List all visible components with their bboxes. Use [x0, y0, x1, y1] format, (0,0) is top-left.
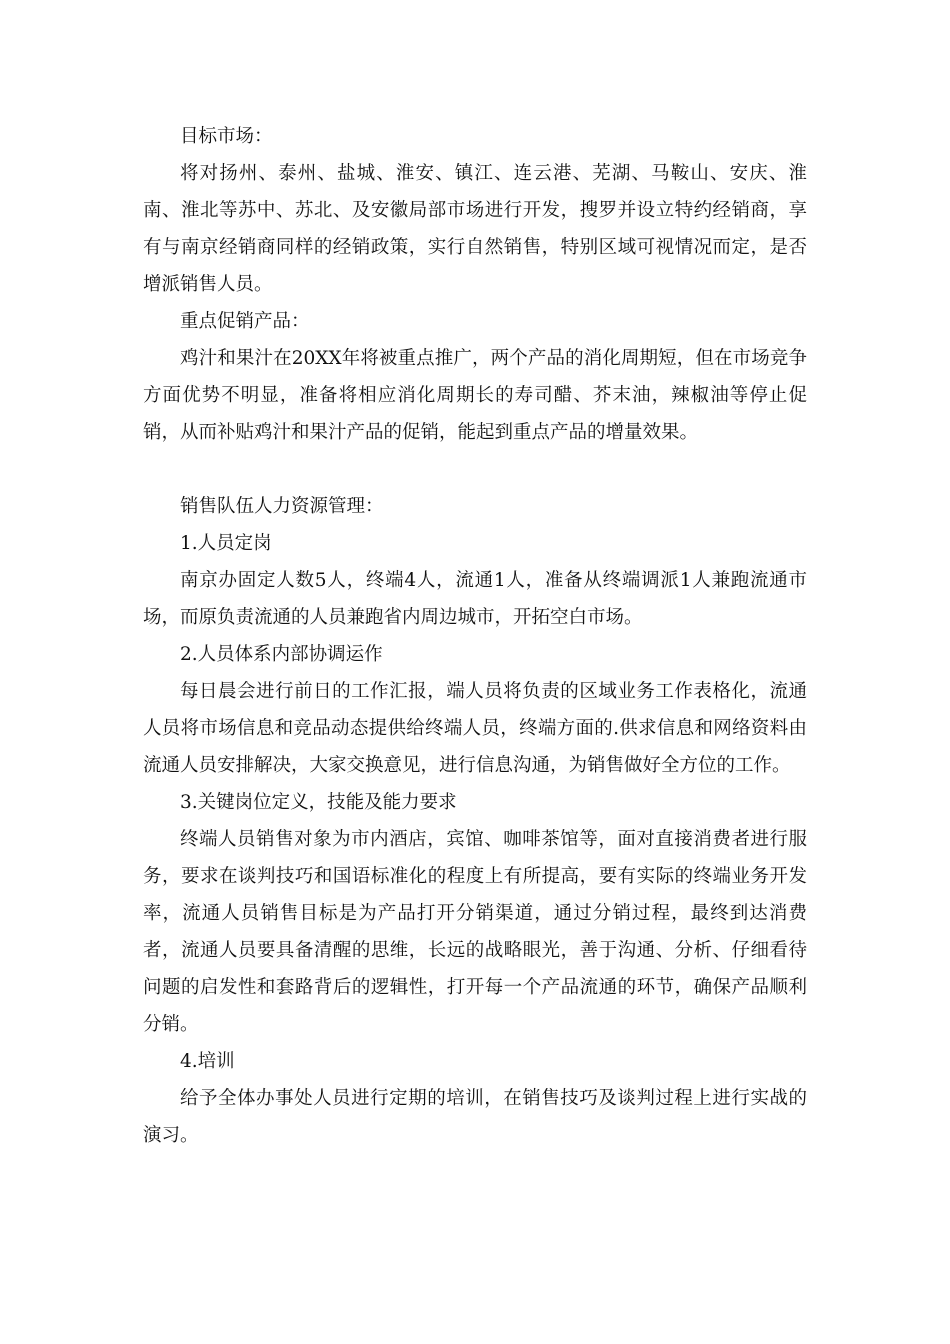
paragraph-key-products: 鸡汁和果汁在20XX年将被重点推广，两个产品的消化周期短，但在市场竞争方面优势不明显，准备将相应消化周期长的寿司醋、芥末油，辣椒油等停止促销，从而补贴鸡汁和果汁产品的促销，能起到重点产品的增量效果。 — [143, 348, 807, 443]
paragraph-staffing: 南京办固定人数5人，终端4人，流通1人，准备从终端调派1人兼跑流通市场，而原负责流通的人员兼跑省内周边城市，开拓空白市场。 — [143, 570, 807, 628]
subheading-training: 4.培训 — [180, 1051, 235, 1072]
document-body — [143, 118, 807, 1154]
blank-line — [143, 451, 807, 488]
subheading-staffing: 1.人员定岗 — [180, 533, 272, 554]
heading-target-market: 目标市场： — [180, 126, 273, 147]
paragraph-training: 给予全体办事处人员进行定期的培训，在销售技巧及谈判过程上进行实战的演习。 — [143, 1088, 807, 1146]
paragraph-target-market: 将对扬州、泰州、盐城、淮安、镇江、连云港、芜湖、马鞍山、安庆、淮南、淮北等苏中、苏北、及安徽局部市场进行开发，搜罗并设立特约经销商，享有与南京经销商同样的经销政策，实行自然销售，特别区域可视情况而定，是否增派销售人员。 — [143, 163, 807, 295]
subheading-coordination: 2.人员体系内部协调运作 — [180, 644, 383, 665]
subheading-key-positions: 3.关键岗位定义，技能及能力要求 — [180, 792, 457, 813]
paragraph-key-positions: 终端人员销售对象为市内酒店，宾馆、咖啡茶馆等，面对直接消费者进行服务，要求在谈判技巧和国语标准化的程度上有所提高，要有实际的终端业务开发率，流通人员销售目标是为产品打开分销渠道，通过分销过程，最终到达消费者，流通人员要具备清醒的思维，长远的战略眼光，善于沟通、分析、仔细看待问题的启发性和套路背后的逻辑性，打开每一个产品流通的环节，确保产品顺利分销。 — [143, 829, 807, 1035]
heading-key-products: 重点促销产品： — [180, 311, 310, 332]
heading-hr-management: 销售队伍人力资源管理： — [180, 496, 384, 517]
paragraph-coordination: 每日晨会进行前日的工作汇报，端人员将负责的区域业务工作表格化，流通人员将市场信息和竞品动态提供给终端人员，终端方面的.供求信息和网络资料由流通人员安排解决，大家交换意见，进行信息沟通，为销售做好全方位的工作。 — [143, 681, 807, 776]
